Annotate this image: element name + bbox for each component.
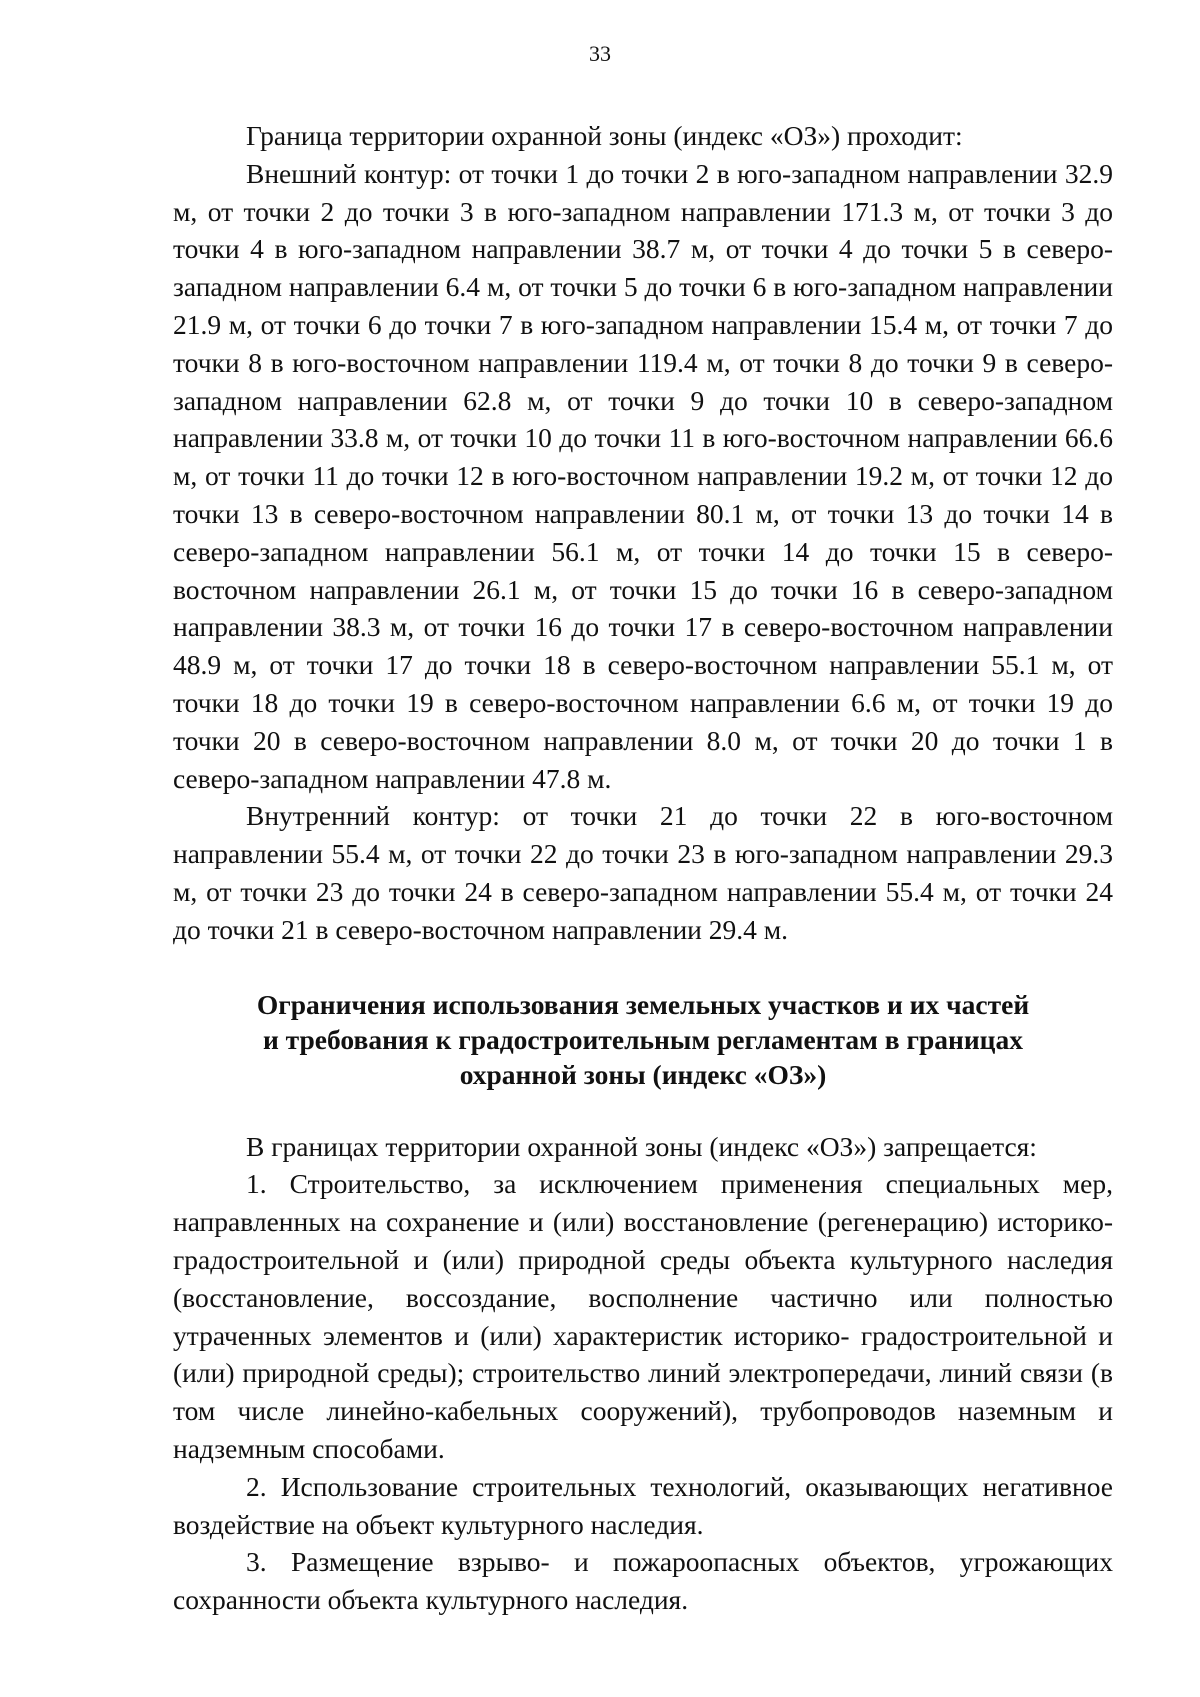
prohibition-item-3: 3. Размещение взрыво- и пожароопасных объектов, угрожающих сохранности объекта культурного наследия. [173, 1546, 1113, 1616]
section-heading-line-1: Ограничения использования земельных участков и их частей [256, 988, 1030, 1020]
page-number: 33 [589, 41, 611, 66]
section-heading-line-2: и требования к градостроительным регламентам в границах [262, 1023, 1024, 1055]
outer-contour-paragraph: Внешний контур: от точки 1 до точки 2 в юго-западном направлении 32.9 м, от точки 2 до точки 3 в юго-западном направлении 171.3 м, от точки 3 до точки 4 в юго-западном направлении 38.7 м, от точки 4 до точки 5 в северо-западном направлении 6.4 м, от точки 5 до точки 6 в юго-западном направлении 21.9 м, от точки 6 до точки 7 в юго-западном направлении 15.4 м, от точки 7 до точки 8 в юго-восточном направлении 119.4 м, от точки 8 до точки 9 в северо-западном направлении 62.8 м, от точки 9 до точки 10 в северо-западном направлении 33.8 м, от точки 10 до точки 11 в юго-восточном направлении 66.6 м, от точки 11 до точки 12 в юго-восточном направлении 19.2 м, от точки 12 до точки 13 в северо-восточном направлении 80.1 м, от точки 13 до точки 14 в северо-западном направлении 56.1 м, от точки 14 до точки 15 в северо-восточном направлении 26.1 м, от точки 15 до точки 16 в северо-западном направлении 38.3 м, от точки 16 до точки 17 в северо-восточном направлении 48.9 м, от точки 17 до точки 18 в северо-восточном направлении 55.1 м, от точки 18 до точки 19 в северо-восточном направлении 6.6 м, от точки 19 до точки 20 в северо-восточном направлении 8.0 м, от точки 20 до точки 1 в северо-западном направлении 47.8 м. [173, 157, 1113, 794]
prohibition-item-1: 1. Строительство, за исключением применения специальных мер, направленных на сохранение и (или) восстановление (регенерацию) историко-градостроительной и (или) природной среды объекта культурного наследия (восстановление, воссоздание, восполнение частично или полностью утраченных элементов и (или) характеристик историко- градостроительной и (или) природной среды); строительство линий электропередачи, линий связи (в том числе линейно-кабельных сооружений), трубопроводов наземным и надземным способами. [173, 1168, 1113, 1464]
prohibition-item-2: 2. Использование строительных технологий, оказывающих негативное воздействие на объект культурного наследия. [173, 1470, 1113, 1540]
section-heading-line-3: охранной зоны (индекс «ОЗ») [459, 1058, 827, 1090]
section-heading [173, 987, 1113, 1092]
document-body [173, 117, 1113, 1619]
inner-contour-paragraph: Внутренний контур: от точки 21 до точки 22 в юго-восточном направлении 55.4 м, от точки 22 до точки 23 в юго-западном направлении 29.3 м, от точки 23 до точки 24 в северо-западном направлении 55.4 м, от точки 24 до точки 21 в северо-восточном направлении 29.4 м. [173, 800, 1113, 945]
zone-boundary-intro: Граница территории охранной зоны (индекс «ОЗ») проходит: [246, 120, 963, 151]
prohibitions-intro: В границах территории охранной зоны (индекс «ОЗ») запрещается: [246, 1130, 1037, 1162]
